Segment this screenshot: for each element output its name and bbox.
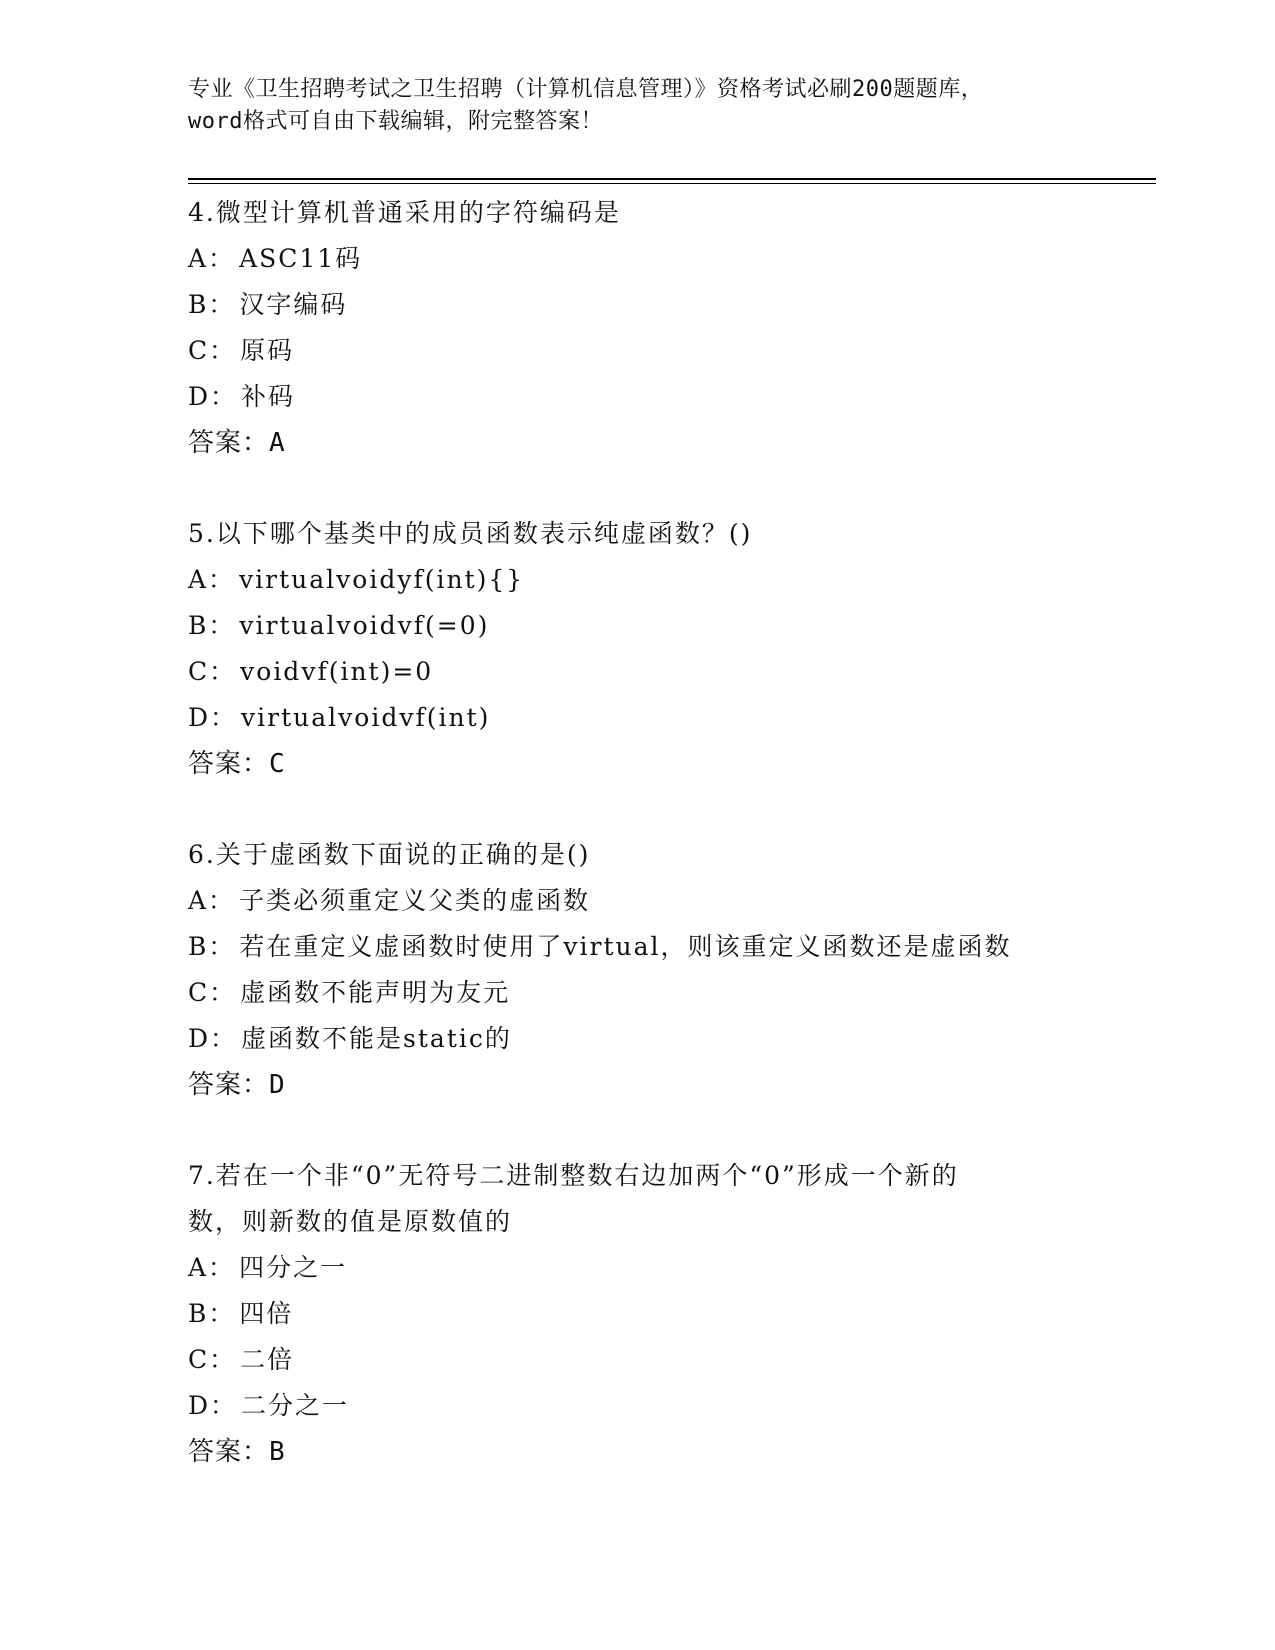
option-text: 二倍 — [240, 1345, 295, 1374]
answer-line: 答案：D — [188, 1070, 286, 1100]
option-text: virtualvoidvf(=0) — [239, 611, 490, 640]
option-text: virtualvoidvf(int) — [241, 703, 491, 732]
option-text: 四倍 — [239, 1299, 294, 1328]
option-text: 四分之一 — [239, 1253, 348, 1282]
option-text: 虚函数不能声明为友元 — [240, 978, 511, 1007]
option-key: C： — [188, 657, 237, 686]
option-key: B： — [188, 290, 236, 319]
option-key: A： — [188, 565, 236, 594]
option-key: D： — [188, 382, 238, 411]
option-text: ASC11码 — [239, 244, 363, 273]
option-c — [188, 649, 1088, 695]
question-4 — [188, 190, 1088, 466]
question-6 — [188, 832, 1088, 1108]
question-stem: 5.以下哪个基类中的成员函数表示纯虚函数？() — [188, 519, 753, 548]
option-b — [188, 603, 1088, 649]
option-text: 虚函数不能是static的 — [241, 1024, 512, 1053]
option-key: C： — [188, 1345, 237, 1374]
question-list — [188, 190, 1088, 1475]
option-b — [188, 1291, 1088, 1337]
option-c — [188, 1337, 1088, 1383]
option-text: 原码 — [240, 336, 295, 365]
question-stem-line-2: 数，则新数的值是原数值的 — [188, 1207, 513, 1236]
question-stem-line-1: 7.若在一个非“0”无符号二进制整数右边加两个“0”形成一个新的 — [188, 1161, 959, 1190]
answer-line: 答案：C — [188, 749, 286, 779]
answer-line: 答案：B — [188, 1437, 286, 1467]
option-text: 补码 — [241, 382, 296, 411]
option-text: 子类必须重定义父类的虚函数 — [239, 886, 591, 915]
option-b — [188, 282, 1088, 328]
option-key: D： — [188, 1024, 238, 1053]
question-stem: 4.微型计算机普通采用的字符编码是 — [188, 198, 621, 227]
header-line-2: word格式可自由下载编辑，附完整答案！ — [188, 109, 603, 134]
option-key: C： — [188, 978, 237, 1007]
option-b — [188, 924, 1088, 970]
option-a — [188, 878, 1088, 924]
option-a — [188, 557, 1088, 603]
header-divider-thick — [188, 178, 1156, 180]
option-d — [188, 374, 1088, 420]
option-text: 若在重定义虚函数时使用了virtual，则该重定义函数还是虚函数 — [239, 932, 1012, 961]
option-key: A： — [188, 244, 236, 273]
option-a — [188, 236, 1088, 282]
option-d — [188, 695, 1088, 741]
option-text: 二分之一 — [241, 1391, 350, 1420]
option-d — [188, 1016, 1088, 1062]
question-7 — [188, 1153, 1088, 1475]
option-a — [188, 1245, 1088, 1291]
option-key: B： — [188, 611, 236, 640]
header-divider-thin — [188, 183, 1156, 184]
document-header — [188, 74, 1088, 138]
option-text: virtualvoidyf(int){} — [239, 565, 525, 594]
header-line-1: 专业《卫生招聘考试之卫生招聘（计算机信息管理）》资格考试必刷200题题库， — [188, 77, 984, 102]
option-key: A： — [188, 886, 236, 915]
option-key: B： — [188, 1299, 236, 1328]
option-key: D： — [188, 703, 238, 732]
question-5 — [188, 511, 1088, 787]
option-c — [188, 970, 1088, 1016]
option-c — [188, 328, 1088, 374]
option-text: voidvf(int)=0 — [240, 657, 434, 686]
answer-line: 答案：A — [188, 428, 286, 458]
option-key: B： — [188, 932, 236, 961]
option-key: C： — [188, 336, 237, 365]
option-text: 汉字编码 — [239, 290, 348, 319]
option-key: A： — [188, 1253, 236, 1282]
question-stem: 6.关于虚函数下面说的正确的是() — [188, 840, 591, 869]
option-d — [188, 1383, 1088, 1429]
option-key: D： — [188, 1391, 238, 1420]
